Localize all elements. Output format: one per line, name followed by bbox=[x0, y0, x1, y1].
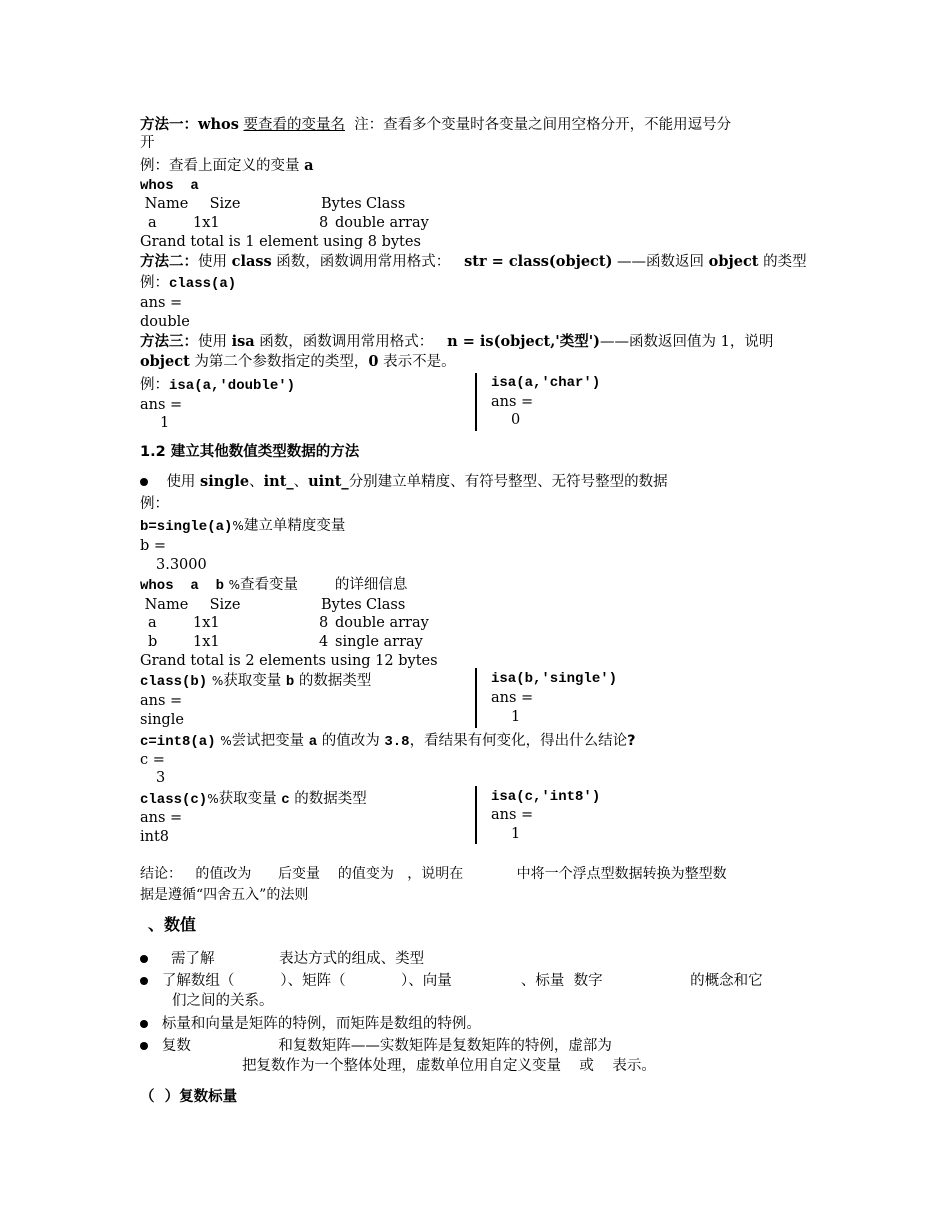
bullet-list-item bbox=[140, 950, 424, 968]
example2-line bbox=[140, 274, 236, 293]
cmd-class-a: class(a) bbox=[169, 276, 237, 292]
cmd-isa-c-int8: isa(c,'int8') bbox=[491, 789, 601, 805]
b1-t2: 分别建立单精度、有符号整型、无符号整型的数据 bbox=[348, 474, 668, 490]
c-int8-val: 3 bbox=[156, 770, 166, 786]
class-b-ans: ans = bbox=[140, 693, 183, 709]
whos-ab-comment: 查看变量 的详细信息 bbox=[240, 577, 408, 593]
comment-mark: % bbox=[228, 578, 241, 592]
bullet-text: 了解数组（ ）、矩阵（ ）、向量 、标量 数字 的概念和它 bbox=[161, 973, 763, 989]
example1-var: a bbox=[304, 157, 314, 174]
method2-t1: 使用 bbox=[198, 254, 232, 270]
method3-label: 方法三： bbox=[140, 334, 198, 350]
method1-note: 注：查看多个变量时各变量之间用空格分开，不能用逗号分 bbox=[354, 117, 732, 133]
column-divider bbox=[475, 373, 477, 431]
c-int8-comment3: ，看结果有何变化，得出什么结论 bbox=[409, 733, 628, 749]
bullet-single-int bbox=[140, 473, 668, 491]
tbl2-total: Grand total is 2 elements using 12 bytes bbox=[140, 653, 438, 669]
c-int8-comment2: 的值改为 bbox=[317, 733, 385, 749]
c-int8-q: ? bbox=[627, 733, 636, 749]
class-b-var: b bbox=[285, 674, 295, 690]
tbl1-total: Grand total is 1 element using 8 bytes bbox=[140, 234, 421, 250]
conclusion-line2: 据是遵循“四舍五入”的法则 bbox=[140, 887, 309, 903]
class-c-line bbox=[140, 790, 367, 809]
example2-ans: ans = bbox=[140, 295, 183, 311]
bullet-text: 需了解 表达方式的组成、类型 bbox=[171, 951, 425, 967]
c-int8-comment: 尝试把变量 bbox=[231, 733, 309, 749]
section-numeric-heading: 、数值 bbox=[148, 915, 197, 934]
cmd-class-b: class(b) bbox=[140, 674, 208, 690]
c-int8-var: a bbox=[308, 734, 318, 750]
class-b-comment2: 的数据类型 bbox=[294, 673, 372, 689]
isa-b-val: 1 bbox=[511, 709, 521, 725]
tbl2-r0-name: a bbox=[148, 615, 157, 631]
method1-label: 方法一： bbox=[140, 117, 198, 133]
class-keyword: class bbox=[231, 253, 272, 270]
whos-ab-line bbox=[140, 576, 407, 595]
tbl2-h-bytes: Bytes bbox=[321, 597, 362, 613]
tbl1-h-bytes: Bytes bbox=[321, 196, 362, 212]
c-int8-ans: c = bbox=[140, 752, 165, 768]
method3-format: n = is(object,'类型') bbox=[447, 333, 601, 350]
class-c-comment: 获取变量 bbox=[218, 791, 282, 807]
method3-zero: 0 bbox=[368, 353, 379, 370]
b-single-line bbox=[140, 517, 345, 536]
isa-c-ans: ans = bbox=[491, 807, 534, 823]
method3-t2: 函数，函数调用常用格式： bbox=[254, 334, 434, 350]
bullet-dot bbox=[140, 1020, 148, 1028]
bullet-text: 标量和向量是矩阵的特例，而矩阵是数组的特例。 bbox=[161, 1016, 481, 1032]
method2-label: 方法二： bbox=[140, 254, 198, 270]
b1-t1: 使用 bbox=[166, 474, 201, 490]
example2-val: double bbox=[140, 314, 190, 330]
class-b-line bbox=[140, 672, 371, 691]
tbl2-h-name: Name bbox=[140, 597, 189, 613]
comment-mark: % bbox=[220, 734, 232, 748]
b1-int: int_ bbox=[263, 473, 294, 490]
example-label: 例： bbox=[140, 496, 169, 512]
column-divider bbox=[475, 786, 477, 844]
b-single-comment: 建立单精度变量 bbox=[243, 518, 346, 534]
bullet-cont: 们之间的关系。 bbox=[172, 993, 274, 1009]
example3-prefix: 例： bbox=[140, 377, 169, 393]
example3-line bbox=[140, 376, 295, 395]
cmd-whos-a-b: whos a b bbox=[140, 578, 225, 594]
tbl1-r-size: 1x1 bbox=[193, 215, 220, 231]
isa-keyword: isa bbox=[231, 333, 255, 350]
bullet-cont: 把复数作为一个整体处理，虚数单位用自定义变量 或 表示。 bbox=[242, 1058, 656, 1074]
example3-val: 1 bbox=[160, 415, 170, 431]
bullet-dot bbox=[140, 478, 148, 486]
cmd-isa-a-char: isa(a,'char') bbox=[491, 375, 601, 391]
b-single-val: 3.3000 bbox=[156, 557, 207, 573]
b1-s2: 、 bbox=[293, 474, 309, 490]
comment-mark: % bbox=[207, 792, 219, 806]
example3-rval: 0 bbox=[511, 412, 521, 428]
tbl2-r1-size: 1x1 bbox=[193, 634, 220, 650]
example3-ans: ans = bbox=[140, 397, 183, 413]
method2-t4: 的类型 bbox=[758, 254, 807, 270]
method3-l2b: 为第二个参数指定的类型， bbox=[189, 354, 369, 370]
method2-line bbox=[140, 253, 807, 271]
class-c-ans: ans = bbox=[140, 810, 183, 826]
b-single-ans: b = bbox=[140, 538, 167, 554]
class-b-val: single bbox=[140, 712, 184, 728]
example1-text: 例：查看上面定义的变量 bbox=[140, 158, 305, 174]
tbl1-h-class: Class bbox=[366, 196, 406, 212]
class-c-comment2: 的数据类型 bbox=[289, 791, 367, 807]
tbl1-r-name: a bbox=[148, 215, 157, 231]
method3-object: object bbox=[140, 353, 190, 370]
method2-format: str = class(object) bbox=[464, 253, 613, 270]
class-c-var: c bbox=[281, 792, 290, 808]
bullet-list-item bbox=[140, 972, 763, 990]
method3-t1: 使用 bbox=[198, 334, 232, 350]
bullet-list-item bbox=[140, 1037, 612, 1055]
cmd-isa-b-single: isa(b,'single') bbox=[491, 671, 618, 687]
method1-line bbox=[140, 116, 731, 134]
c-int8-num: 3.8 bbox=[384, 734, 410, 750]
comment-mark: % bbox=[232, 519, 244, 533]
method2-object: object bbox=[708, 253, 759, 270]
bullet-dot bbox=[140, 955, 148, 963]
class-c-val: int8 bbox=[140, 829, 170, 845]
tbl1-h-name: Name bbox=[140, 196, 189, 212]
cmd-whos-a: whos a bbox=[140, 178, 199, 194]
example2-prefix: 例： bbox=[140, 275, 169, 291]
bullet-dot bbox=[140, 977, 148, 985]
tbl2-h-class: Class bbox=[366, 597, 406, 613]
method3-line bbox=[140, 333, 773, 351]
b1-uint: uint_ bbox=[308, 473, 349, 490]
bullet-text: 复数 和复数矩阵——实数矩阵是复数矩阵的特例，虚部为 bbox=[161, 1038, 612, 1054]
method3-t3: ——函数返回值为 1，说明 bbox=[600, 334, 774, 350]
cmd-class-c: class(c) bbox=[140, 792, 208, 808]
method1-note-cont: 开 bbox=[140, 135, 155, 151]
whos-keyword: whos bbox=[198, 116, 239, 133]
bullet-dot bbox=[140, 1042, 148, 1050]
tbl1-h-size: Size bbox=[205, 196, 241, 212]
tbl1-r-bytes: 8 bbox=[319, 215, 329, 231]
isa-c-val: 1 bbox=[511, 826, 521, 842]
tbl2-r1-name: b bbox=[148, 634, 158, 650]
tbl2-r0-class: double array bbox=[335, 615, 429, 631]
b1-s1: 、 bbox=[249, 474, 264, 490]
method2-t2: 函数，函数调用常用格式： bbox=[271, 254, 451, 270]
example1-line bbox=[140, 157, 314, 175]
conclusion-line1: 结论： 的值改为 后变量 的值变为 ，说明在 中将一个浮点型数据转换为整型数 bbox=[140, 866, 727, 882]
tbl2-r1-class: single array bbox=[335, 634, 423, 650]
column-divider bbox=[475, 668, 477, 728]
example3-rans: ans = bbox=[491, 394, 534, 410]
method3-line2 bbox=[140, 353, 456, 371]
tbl2-r0-size: 1x1 bbox=[193, 615, 220, 631]
b1-single: single bbox=[200, 473, 250, 490]
cmd-c-int8: c=int8(a) bbox=[140, 734, 216, 750]
comment-mark: % bbox=[211, 674, 224, 688]
isa-b-ans: ans = bbox=[491, 690, 534, 706]
cmd-isa-a-double: isa(a,'double') bbox=[169, 378, 296, 394]
section-1-2-heading: 1.2 建立其他数值类型数据的方法 bbox=[140, 444, 360, 460]
tbl1-r-class: double array bbox=[335, 215, 429, 231]
var-name-underlined: 要查看的变量名 bbox=[243, 117, 345, 133]
section-complex-heading: （ ）复数标量 bbox=[140, 1089, 238, 1105]
c-int8-line bbox=[140, 732, 636, 751]
cmd-b-single: b=single(a) bbox=[140, 519, 233, 535]
class-b-comment: 获取变量 bbox=[223, 673, 286, 689]
method2-t3: ——函数返回 bbox=[612, 254, 709, 270]
method3-l2c: 表示不是。 bbox=[378, 354, 456, 370]
tbl2-r0-bytes: 8 bbox=[319, 615, 329, 631]
tbl2-r1-bytes: 4 bbox=[319, 634, 329, 650]
tbl2-h-size: Size bbox=[205, 597, 241, 613]
bullet-list-item bbox=[140, 1015, 481, 1033]
